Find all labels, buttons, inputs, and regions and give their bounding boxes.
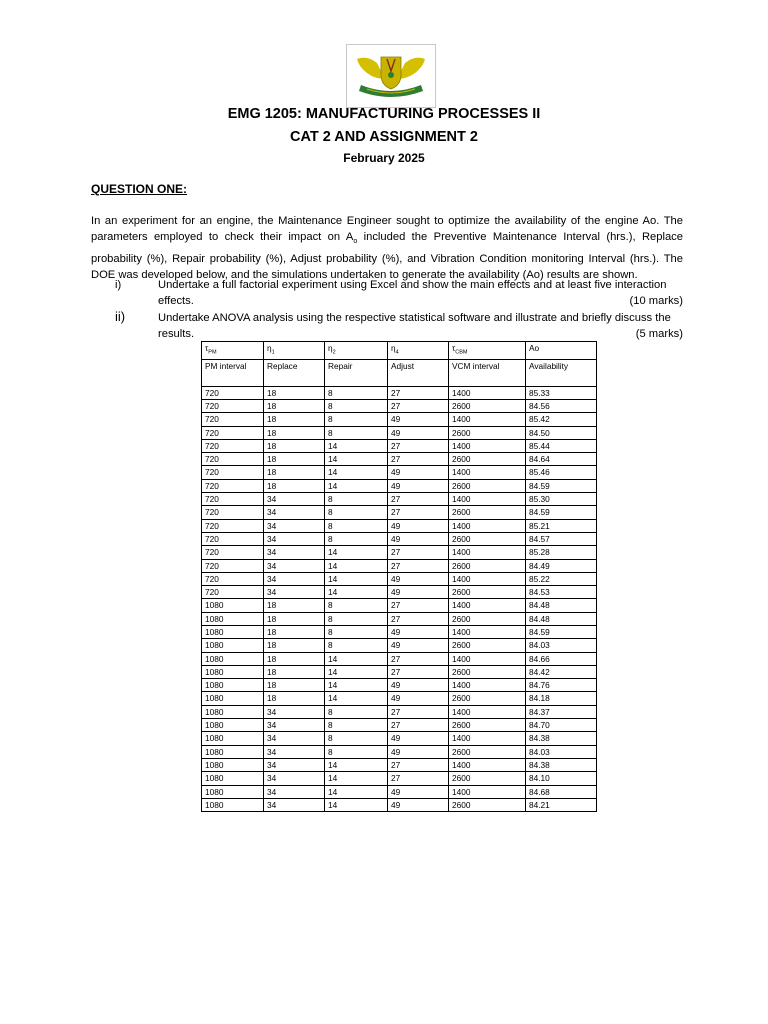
table-cell: 85.44 xyxy=(526,439,597,452)
table-cell: 84.37 xyxy=(526,705,597,718)
table-cell: 14 xyxy=(325,439,388,452)
table-cell: 27 xyxy=(388,705,449,718)
table-cell: 1080 xyxy=(202,772,264,785)
table-cell: 27 xyxy=(388,399,449,412)
table-cell: 84.68 xyxy=(526,785,597,798)
table-cell: 84.18 xyxy=(526,692,597,705)
table-cell: 18 xyxy=(264,426,325,439)
table-cell: 49 xyxy=(388,745,449,758)
institution-crest-icon xyxy=(346,44,436,108)
table-cell: 2600 xyxy=(449,798,526,811)
table-cell: 49 xyxy=(388,679,449,692)
table-cell: 720 xyxy=(202,439,264,452)
table-cell: 1400 xyxy=(449,679,526,692)
table-row xyxy=(202,599,597,612)
table-cell: 8 xyxy=(325,386,388,399)
symbol-subscript: 2 xyxy=(332,349,336,356)
table-cell: 85.42 xyxy=(526,413,597,426)
table-cell: 2600 xyxy=(449,532,526,545)
item-text: Undertake ANOVA analysis using the respective statistical software and illustrate and briefly discuss the results. xyxy=(158,312,671,340)
table-cell: 2600 xyxy=(449,586,526,599)
table-cell: 18 xyxy=(264,639,325,652)
table-cell: 27 xyxy=(388,599,449,612)
table-row xyxy=(202,439,597,452)
symbol-cell xyxy=(526,342,597,360)
symbol-subscript: 1 xyxy=(271,349,275,356)
table-cell: 1400 xyxy=(449,785,526,798)
table-cell: 49 xyxy=(388,426,449,439)
table-row xyxy=(202,745,597,758)
table-cell: 85.22 xyxy=(526,572,597,585)
table-cell: 27 xyxy=(388,612,449,625)
table-cell: 2600 xyxy=(449,745,526,758)
table-cell: 8 xyxy=(325,426,388,439)
symbol-base: τ xyxy=(205,343,209,353)
table-cell: 18 xyxy=(264,679,325,692)
table-row xyxy=(202,679,597,692)
table-cell: 1080 xyxy=(202,785,264,798)
table-cell: 84.10 xyxy=(526,772,597,785)
table-cell: 18 xyxy=(264,652,325,665)
table-cell: 27 xyxy=(388,506,449,519)
table-row xyxy=(202,532,597,545)
item-marks: (10 marks) xyxy=(629,295,683,307)
table-cell: 8 xyxy=(325,639,388,652)
table-cell: 2600 xyxy=(449,772,526,785)
table-cell: 2600 xyxy=(449,719,526,732)
symbol-base: Ao xyxy=(529,343,540,353)
table-cell: 1400 xyxy=(449,493,526,506)
table-row xyxy=(202,626,597,639)
table-cell: 2600 xyxy=(449,506,526,519)
table-row xyxy=(202,426,597,439)
table-cell: 2600 xyxy=(449,399,526,412)
table-cell: 84.64 xyxy=(526,453,597,466)
table-cell: 85.33 xyxy=(526,386,597,399)
table-cell: 49 xyxy=(388,519,449,532)
table-cell: 49 xyxy=(388,586,449,599)
symbol-cell xyxy=(449,342,526,360)
table-cell: 1080 xyxy=(202,599,264,612)
table-cell: 720 xyxy=(202,466,264,479)
table-cell: 8 xyxy=(325,705,388,718)
table-cell: 1080 xyxy=(202,679,264,692)
table-cell: 34 xyxy=(264,785,325,798)
table-row xyxy=(202,586,597,599)
table-cell: 49 xyxy=(388,798,449,811)
table-cell: 720 xyxy=(202,519,264,532)
table-cell: 27 xyxy=(388,758,449,771)
table-cell: 720 xyxy=(202,399,264,412)
table-cell: 34 xyxy=(264,493,325,506)
table-cell: 18 xyxy=(264,692,325,705)
table-row xyxy=(202,386,597,399)
symbol-base: η xyxy=(267,343,272,353)
table-cell: 34 xyxy=(264,546,325,559)
symbol-cell xyxy=(264,342,325,360)
question-intro xyxy=(91,213,683,284)
symbol-subscript: PM xyxy=(208,349,217,356)
table-cell: 49 xyxy=(388,572,449,585)
table-cell: 14 xyxy=(325,466,388,479)
table-cell: 84.49 xyxy=(526,559,597,572)
table-cell: 34 xyxy=(264,719,325,732)
table-cell: 1080 xyxy=(202,798,264,811)
table-row xyxy=(202,732,597,745)
table-cell: 8 xyxy=(325,506,388,519)
table-cell: 2600 xyxy=(449,612,526,625)
symbol-subscript: 4 xyxy=(395,349,399,356)
table-cell: 84.50 xyxy=(526,426,597,439)
table-cell: 34 xyxy=(264,772,325,785)
table-cell: 18 xyxy=(264,386,325,399)
table-cell: 49 xyxy=(388,639,449,652)
table-cell: 720 xyxy=(202,493,264,506)
table-cell: 34 xyxy=(264,519,325,532)
table-cell: 1400 xyxy=(449,413,526,426)
header-row xyxy=(202,359,597,386)
doe-table xyxy=(201,341,597,812)
item-number: i) xyxy=(115,279,122,291)
table-cell: 720 xyxy=(202,386,264,399)
table-row xyxy=(202,546,597,559)
table-cell: 2600 xyxy=(449,692,526,705)
table-cell: 34 xyxy=(264,758,325,771)
table-row xyxy=(202,479,597,492)
table-cell: 720 xyxy=(202,586,264,599)
table-cell: 27 xyxy=(388,453,449,466)
table-cell: 720 xyxy=(202,479,264,492)
table-row xyxy=(202,572,597,585)
table-cell: 49 xyxy=(388,626,449,639)
table-cell: 8 xyxy=(325,399,388,412)
table-cell: 85.21 xyxy=(526,519,597,532)
table-cell: 1400 xyxy=(449,439,526,452)
item-marks: (5 marks) xyxy=(635,328,683,340)
table-cell: 720 xyxy=(202,532,264,545)
table-cell: 14 xyxy=(325,798,388,811)
table-cell: 84.59 xyxy=(526,626,597,639)
symbol-base: η xyxy=(328,343,333,353)
symbol-row xyxy=(202,342,597,360)
table-cell: 49 xyxy=(388,692,449,705)
symbol-base: η xyxy=(391,343,396,353)
table-cell: 27 xyxy=(388,719,449,732)
table-cell: 8 xyxy=(325,519,388,532)
table-cell: 14 xyxy=(325,785,388,798)
table-cell: 34 xyxy=(264,586,325,599)
table-cell: 84.57 xyxy=(526,532,597,545)
item-text: Undertake a full factorial experiment using Excel and show the main effects and at least five interaction effects. xyxy=(158,279,667,307)
table-cell: 720 xyxy=(202,413,264,426)
table-cell: 34 xyxy=(264,705,325,718)
table-cell: 27 xyxy=(388,665,449,678)
table-cell: 1080 xyxy=(202,732,264,745)
table-row xyxy=(202,705,597,718)
table-cell: 1080 xyxy=(202,692,264,705)
table-cell: 8 xyxy=(325,745,388,758)
table-cell: 18 xyxy=(264,626,325,639)
table-row xyxy=(202,639,597,652)
table-cell: 1080 xyxy=(202,705,264,718)
table-cell: 14 xyxy=(325,586,388,599)
table-row xyxy=(202,466,597,479)
table-cell: 8 xyxy=(325,626,388,639)
table-cell: 84.03 xyxy=(526,639,597,652)
table-cell: 1400 xyxy=(449,386,526,399)
table-cell: 85.30 xyxy=(526,493,597,506)
table-cell: 49 xyxy=(388,532,449,545)
table-cell: 1400 xyxy=(449,705,526,718)
table-cell: 18 xyxy=(264,413,325,426)
table-cell: 34 xyxy=(264,572,325,585)
table-cell: 49 xyxy=(388,466,449,479)
table-cell: 1400 xyxy=(449,758,526,771)
table-row xyxy=(202,719,597,732)
table-cell: 34 xyxy=(264,506,325,519)
table-cell: 2600 xyxy=(449,453,526,466)
column-header: Availability xyxy=(526,359,597,386)
table-cell: 1400 xyxy=(449,466,526,479)
table-cell: 85.28 xyxy=(526,546,597,559)
table-cell: 14 xyxy=(325,479,388,492)
table-row xyxy=(202,413,597,426)
table-cell: 18 xyxy=(264,479,325,492)
table-cell: 14 xyxy=(325,559,388,572)
table-cell: 84.70 xyxy=(526,719,597,732)
table-cell: 720 xyxy=(202,453,264,466)
table-cell: 27 xyxy=(388,559,449,572)
table-cell: 84.38 xyxy=(526,758,597,771)
table-cell: 34 xyxy=(264,532,325,545)
table-cell: 1080 xyxy=(202,758,264,771)
symbol-subscript: CBM xyxy=(455,349,468,356)
symbol-base: τ xyxy=(452,343,456,353)
table-cell: 720 xyxy=(202,426,264,439)
table-cell: 8 xyxy=(325,532,388,545)
table-cell: 1080 xyxy=(202,719,264,732)
intro-subscript: o xyxy=(353,238,358,246)
table-cell: 18 xyxy=(264,453,325,466)
table-cell: 2600 xyxy=(449,639,526,652)
table-cell: 18 xyxy=(264,665,325,678)
table-cell: 1400 xyxy=(449,732,526,745)
table-cell: 1080 xyxy=(202,626,264,639)
table-cell: 84.76 xyxy=(526,679,597,692)
table-cell: 8 xyxy=(325,413,388,426)
table-cell: 18 xyxy=(264,439,325,452)
assessment-title: CAT 2 AND ASSIGNMENT 2 xyxy=(290,129,478,145)
table-row xyxy=(202,652,597,665)
table-cell: 84.56 xyxy=(526,399,597,412)
table-cell: 14 xyxy=(325,679,388,692)
table-row xyxy=(202,493,597,506)
table-cell: 1400 xyxy=(449,572,526,585)
table-cell: 1080 xyxy=(202,612,264,625)
table-cell: 34 xyxy=(264,745,325,758)
table-cell: 84.59 xyxy=(526,506,597,519)
table-row xyxy=(202,506,597,519)
table-cell: 14 xyxy=(325,692,388,705)
intro-text-2: included the Preventive Maintenance Interval (hrs.), Replace probability (%), Repair probability (%), Adjust probability (%), and Vibration Condition monitoring Interval (hrs.). The DOE was developed below, and the simulations undertaken to generate the availability (Ao) results are shown. xyxy=(91,231,683,282)
column-header: Replace xyxy=(264,359,325,386)
table-cell: 14 xyxy=(325,572,388,585)
table-cell: 1080 xyxy=(202,745,264,758)
table-row xyxy=(202,612,597,625)
table-cell: 84.66 xyxy=(526,652,597,665)
table-cell: 8 xyxy=(325,599,388,612)
table-cell: 2600 xyxy=(449,559,526,572)
column-header: VCM interval xyxy=(449,359,526,386)
table-cell: 2600 xyxy=(449,479,526,492)
question-heading: QUESTION ONE: xyxy=(91,182,188,196)
table-cell: 49 xyxy=(388,479,449,492)
table-cell: 720 xyxy=(202,559,264,572)
column-header: Repair xyxy=(325,359,388,386)
table-cell: 14 xyxy=(325,546,388,559)
assessment-date: February 2025 xyxy=(343,151,425,165)
column-header: Adjust xyxy=(388,359,449,386)
symbol-cell xyxy=(388,342,449,360)
item-number: ii) xyxy=(115,309,126,324)
table-row xyxy=(202,559,597,572)
table-cell: 14 xyxy=(325,453,388,466)
column-header: PM interval xyxy=(202,359,264,386)
table-cell: 1400 xyxy=(449,652,526,665)
table-cell: 84.42 xyxy=(526,665,597,678)
table-cell: 1080 xyxy=(202,665,264,678)
table-cell: 49 xyxy=(388,785,449,798)
table-cell: 720 xyxy=(202,506,264,519)
symbol-cell xyxy=(202,342,264,360)
table-row xyxy=(202,758,597,771)
intro-text-1: In an experiment for an engine, the Maintenance Engineer sought to optimize the availability of the engine Ao. The parameters employed to check their impact on A xyxy=(91,215,683,244)
table-cell: 18 xyxy=(264,466,325,479)
table-cell: 27 xyxy=(388,386,449,399)
table-cell: 84.03 xyxy=(526,745,597,758)
table-cell: 14 xyxy=(325,772,388,785)
table-row xyxy=(202,772,597,785)
table-cell: 720 xyxy=(202,546,264,559)
table-cell: 1400 xyxy=(449,599,526,612)
table-cell: 8 xyxy=(325,719,388,732)
table-cell: 2600 xyxy=(449,426,526,439)
table-cell: 85.46 xyxy=(526,466,597,479)
table-row xyxy=(202,665,597,678)
table-cell: 27 xyxy=(388,652,449,665)
table-cell: 27 xyxy=(388,546,449,559)
table-row xyxy=(202,519,597,532)
table-cell: 84.53 xyxy=(526,586,597,599)
table-cell: 14 xyxy=(325,665,388,678)
table-cell: 14 xyxy=(325,758,388,771)
table-cell: 18 xyxy=(264,599,325,612)
table-cell: 1400 xyxy=(449,546,526,559)
symbol-cell xyxy=(325,342,388,360)
table-cell: 34 xyxy=(264,798,325,811)
table-cell: 84.21 xyxy=(526,798,597,811)
table-cell: 1080 xyxy=(202,639,264,652)
table-cell: 49 xyxy=(388,732,449,745)
table-cell: 18 xyxy=(264,612,325,625)
table-row xyxy=(202,785,597,798)
table-row xyxy=(202,692,597,705)
table-cell: 84.48 xyxy=(526,612,597,625)
table-cell: 1400 xyxy=(449,519,526,532)
table-cell: 49 xyxy=(388,413,449,426)
table-cell: 34 xyxy=(264,732,325,745)
table-cell: 2600 xyxy=(449,665,526,678)
table-cell: 27 xyxy=(388,493,449,506)
table-row xyxy=(202,399,597,412)
table-cell: 720 xyxy=(202,572,264,585)
table-cell: 8 xyxy=(325,493,388,506)
table-row xyxy=(202,798,597,811)
table-cell: 1400 xyxy=(449,626,526,639)
table-row xyxy=(202,453,597,466)
table-cell: 84.59 xyxy=(526,479,597,492)
table-cell: 8 xyxy=(325,732,388,745)
table-cell: 84.38 xyxy=(526,732,597,745)
table-cell: 8 xyxy=(325,612,388,625)
table-cell: 84.48 xyxy=(526,599,597,612)
table-cell: 34 xyxy=(264,559,325,572)
course-title: EMG 1205: MANUFACTURING PROCESSES II xyxy=(227,106,541,122)
table-cell: 1080 xyxy=(202,652,264,665)
table-cell: 27 xyxy=(388,439,449,452)
table-cell: 14 xyxy=(325,652,388,665)
table-cell: 27 xyxy=(388,772,449,785)
table-cell: 18 xyxy=(264,399,325,412)
